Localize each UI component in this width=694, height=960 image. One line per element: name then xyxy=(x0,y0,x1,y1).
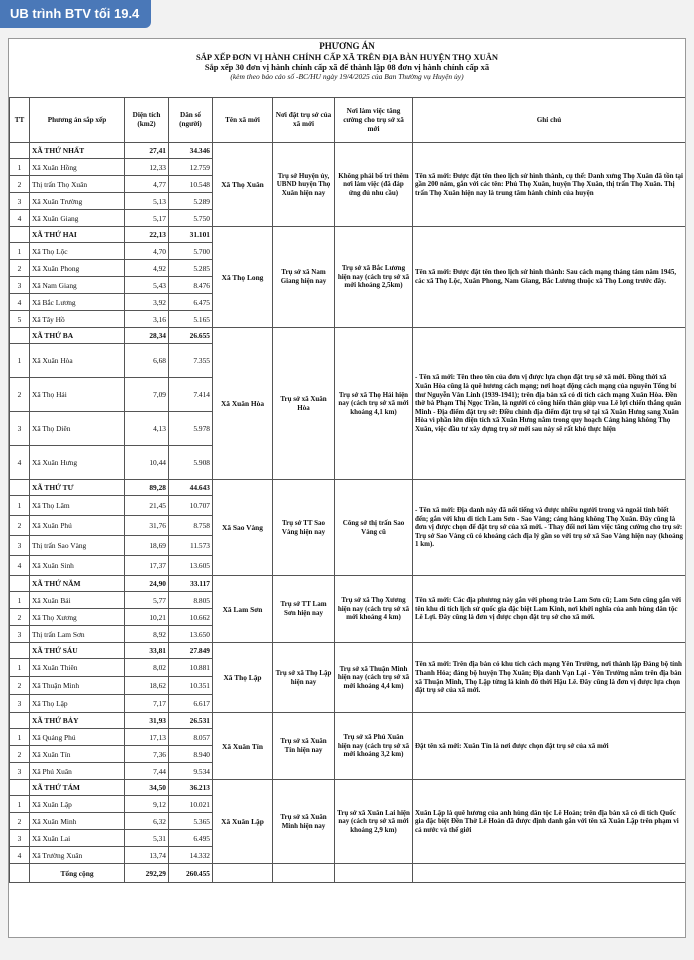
group-pop: 36.213 xyxy=(169,780,213,796)
row-unit-name: Xã Bắc Lương xyxy=(30,294,125,311)
new-commune-name: Xã Thọ Lập xyxy=(213,643,273,713)
group-tt xyxy=(10,143,30,159)
row-area: 7,44 xyxy=(125,763,169,780)
row-pop: 10.707 xyxy=(169,496,213,516)
new-commune-name: Xã Xuân Tín xyxy=(213,713,273,780)
new-commune-name: Xã Lam Sơn xyxy=(213,576,273,643)
row-tt: 1 xyxy=(10,344,30,378)
row-unit-name: Xã Thuận Minh xyxy=(30,677,125,695)
group-tt xyxy=(10,780,30,796)
doc-note: (kèm theo báo cáo số -BC/HU ngày 19/4/2025 của Ban Thường vụ Huyện ủy) xyxy=(230,72,464,81)
seat-location: Trụ sở TT Sao Vàng hiện nay xyxy=(273,480,335,576)
row-pop: 8.057 xyxy=(169,729,213,746)
row-area: 12,33 xyxy=(125,159,169,176)
row-pop: 5.908 xyxy=(169,446,213,480)
row-area: 4,77 xyxy=(125,176,169,193)
seat-location: Trụ sở TT Lam Sơn hiện nay xyxy=(273,576,335,643)
row-tt: 3 xyxy=(10,412,30,446)
row-unit-name: Xã Thọ Lập xyxy=(30,695,125,713)
row-tt: 2 xyxy=(10,516,30,536)
group-row xyxy=(10,328,686,344)
row-pop: 12.759 xyxy=(169,159,213,176)
note-cell: Tên xã mới: Trên địa bàn có khu tích cách mạng Yên Trường, nơi thành lập Đảng bộ tỉnh Thanh Hóa; đảng bộ huyện Thọ Xuân; Địa danh Vạn Lại - Yên Trường nằm trên địa bàn xã Thuận Minh, Thọ Lập từng là kinh đô thời Hậu Lê. Đây cũng là đơn vị được lựa chọn đặt trụ sở của xã mới. xyxy=(413,643,686,713)
total-area: 292,29 xyxy=(125,864,169,883)
row-tt: 3 xyxy=(10,626,30,643)
row-unit-name: Xã Thọ Lộc xyxy=(30,243,125,260)
row-unit-name: Xã Xuân Lập xyxy=(30,796,125,813)
group-tt xyxy=(10,576,30,592)
row-tt: 3 xyxy=(10,193,30,210)
row-pop: 13.650 xyxy=(169,626,213,643)
row-tt: 1 xyxy=(10,796,30,813)
row-tt: 1 xyxy=(10,592,30,609)
row-unit-name: Xã Xuân Giang xyxy=(30,210,125,227)
row-unit-name: Xã Xuân Phú xyxy=(30,516,125,536)
row-pop: 7.414 xyxy=(169,378,213,412)
row-tt: 4 xyxy=(10,294,30,311)
row-unit-name: Xã Xuân Phong xyxy=(30,260,125,277)
row-area: 13,74 xyxy=(125,847,169,864)
group-row xyxy=(10,480,686,496)
total-empty-cell xyxy=(213,864,273,883)
seat-location: Trụ sở xã Xuân Minh hiện nay xyxy=(273,780,335,864)
group-row xyxy=(10,576,686,592)
note-cell: - Tên xã mới: Địa danh này đã nổi tiếng và được nhiều người trong và ngoài tỉnh biết đến; gắn với khu di tích Lam Sơn - Sao Vàng; cảng hàng không Thọ Xuân. Đây cũng là đơn vị được chọn để đặt trụ sở của xã mới. - Thay đổi nơi làm việc tăng cường cho trụ sở: Trụ sở Sao Vàng cũ có khoảng cách địa lý gần so với trụ sở xã Sao Vàng hiện nay (khoảng 1 km). xyxy=(413,480,686,576)
group-row xyxy=(10,713,686,729)
row-tt: 3 xyxy=(10,695,30,713)
row-area: 3,92 xyxy=(125,294,169,311)
row-area: 4,92 xyxy=(125,260,169,277)
row-unit-name: Xã Xuân Bái xyxy=(30,592,125,609)
group-name: XÃ THỨ BẢY xyxy=(30,713,125,729)
document-page xyxy=(8,38,686,938)
group-pop: 34.346 xyxy=(169,143,213,159)
row-unit-name: Xã Tây Hồ xyxy=(30,311,125,328)
col-header: Tên xã mới xyxy=(213,98,273,143)
row-tt: 2 xyxy=(10,378,30,412)
group-pop: 33.117 xyxy=(169,576,213,592)
group-pop: 26.655 xyxy=(169,328,213,344)
group-name: XÃ THỨ HAI xyxy=(30,227,125,243)
extra-workplace: Trụ sở xã Xuân Lai hiện nay (cách trụ sở xã mới khoảng 2,9 km) xyxy=(335,780,413,864)
row-pop: 5.165 xyxy=(169,311,213,328)
row-area: 17,37 xyxy=(125,556,169,576)
group-row xyxy=(10,780,686,796)
row-tt: 1 xyxy=(10,243,30,260)
total-empty-cell xyxy=(413,864,686,883)
group-area: 22,13 xyxy=(125,227,169,243)
row-tt: 2 xyxy=(10,746,30,763)
group-pop: 27.849 xyxy=(169,643,213,659)
note-cell: Tên xã mới: Được đặt tên theo lịch sử hình thành, cụ thể: Danh xưng Thọ Xuân đã tồn tại gần 200 năm, gắn với các tên: Phủ Thọ Xuân, huyện Thọ Xuân, thị trấn Thọ Xuân. Thị trấn Thọ Xuân hiện nay là trung tâm hành chính của huyện xyxy=(413,143,686,227)
row-unit-name: Xã Xuân Tín xyxy=(30,746,125,763)
table-body xyxy=(10,143,686,883)
group-area: 33,81 xyxy=(125,643,169,659)
row-tt: 4 xyxy=(10,847,30,864)
row-unit-name: Xã Xuân Trường xyxy=(30,193,125,210)
row-tt: 3 xyxy=(10,277,30,294)
row-pop: 5.365 xyxy=(169,813,213,830)
row-tt: 3 xyxy=(10,763,30,780)
row-unit-name: Xã Nam Giang xyxy=(30,277,125,294)
group-name: XÃ THỨ NĂM xyxy=(30,576,125,592)
extra-workplace: Trụ sở xã Phú Xuân hiện nay (cách trụ sở xã mới khoảng 3,2 km) xyxy=(335,713,413,780)
group-row xyxy=(10,643,686,659)
row-area: 8,02 xyxy=(125,659,169,677)
extra-workplace: Không phải bố trí thêm nơi làm việc (đã đáp ứng đủ nhu cầu) xyxy=(335,143,413,227)
row-unit-name: Xã Thọ Xương xyxy=(30,609,125,626)
row-pop: 7.355 xyxy=(169,344,213,378)
row-tt: 3 xyxy=(10,536,30,556)
row-unit-name: Thị trấn Lam Sơn xyxy=(30,626,125,643)
row-unit-name: Xã Xuân Hưng xyxy=(30,446,125,480)
extra-workplace: Trụ sở xã Thọ Xương hiện nay (cách trụ sở xã mới khoảng 4 km) xyxy=(335,576,413,643)
row-area: 5,77 xyxy=(125,592,169,609)
seat-location: Trụ sở Huyện ủy, UBND huyện Thọ Xuân hiện nay xyxy=(273,143,335,227)
row-unit-name: Xã Xuân Hồng xyxy=(30,159,125,176)
row-area: 5,13 xyxy=(125,193,169,210)
col-header: Ghi chú xyxy=(413,98,686,143)
seat-location: Trụ sở xã Xuân Hòa xyxy=(273,328,335,480)
row-pop: 13.605 xyxy=(169,556,213,576)
row-area: 5,17 xyxy=(125,210,169,227)
row-area: 18,69 xyxy=(125,536,169,556)
group-area: 34,50 xyxy=(125,780,169,796)
row-tt: 2 xyxy=(10,260,30,277)
group-tt xyxy=(10,227,30,243)
group-area: 24,90 xyxy=(125,576,169,592)
group-name: XÃ THỨ NHẤT xyxy=(30,143,125,159)
row-pop: 10.021 xyxy=(169,796,213,813)
row-pop: 6.475 xyxy=(169,294,213,311)
extra-workplace: Trụ sở xã Thọ Hải hiện nay (cách trụ sở xã mới khoảng 4,1 km) xyxy=(335,328,413,480)
new-commune-name: Xã Sao Vàng xyxy=(213,480,273,576)
caption-tag: UB trình BTV tối 19.4 xyxy=(0,0,151,28)
row-unit-name: Xã Xuân Minh xyxy=(30,813,125,830)
group-tt xyxy=(10,328,30,344)
new-commune-name: Xã Thọ Xuân xyxy=(213,143,273,227)
row-pop: 14.332 xyxy=(169,847,213,864)
total-pop: 260.455 xyxy=(169,864,213,883)
row-pop: 6.617 xyxy=(169,695,213,713)
group-area: 27,41 xyxy=(125,143,169,159)
group-pop: 44.643 xyxy=(169,480,213,496)
row-tt: 4 xyxy=(10,446,30,480)
note-cell: Xuân Lập là quê hương của anh hùng dân tộc Lê Hoàn; trên địa bàn xã có di tích Quốc gia đặc biệt Đền Thờ Lê Hoàn đã được định danh gắn với tên xã Xuân Lập trên phạm vi cả nước và thế giới xyxy=(413,780,686,864)
group-pop: 31.101 xyxy=(169,227,213,243)
doc-title: PHƯƠNG ÁN xyxy=(319,41,375,51)
extra-workplace: Công sở thị trấn Sao Vàng cũ xyxy=(335,480,413,576)
row-tt: 2 xyxy=(10,609,30,626)
col-header: Diện tích (km2) xyxy=(125,98,169,143)
group-name: XÃ THỨ TÁM xyxy=(30,780,125,796)
document-header xyxy=(9,39,685,97)
row-tt: 1 xyxy=(10,659,30,677)
col-header: Nơi đặt trụ sở của xã mới xyxy=(273,98,335,143)
table-header-row xyxy=(10,98,686,143)
row-area: 7,17 xyxy=(125,695,169,713)
row-unit-name: Xã Thọ Lâm xyxy=(30,496,125,516)
row-tt: 4 xyxy=(10,556,30,576)
group-name: XÃ THỨ BA xyxy=(30,328,125,344)
row-pop: 10.351 xyxy=(169,677,213,695)
row-pop: 8.805 xyxy=(169,592,213,609)
col-header: TT xyxy=(10,98,30,143)
new-commune-name: Xã Xuân Hòa xyxy=(213,328,273,480)
row-unit-name: Thị trấn Thọ Xuân xyxy=(30,176,125,193)
new-commune-name: Xã Thọ Long xyxy=(213,227,273,328)
plan-table xyxy=(9,97,686,883)
row-area: 31,76 xyxy=(125,516,169,536)
seat-location: Trụ sở xã Thọ Lập hiện nay xyxy=(273,643,335,713)
row-tt: 2 xyxy=(10,176,30,193)
group-tt xyxy=(10,480,30,496)
row-area: 7,09 xyxy=(125,378,169,412)
row-area: 9,12 xyxy=(125,796,169,813)
doc-line2: Sắp xếp 30 đơn vị hành chính cấp xã để thành lập 08 đơn vị hành chính cấp xã xyxy=(204,62,490,72)
row-unit-name: Xã Xuân Lai xyxy=(30,830,125,847)
row-unit-name: Xã Quảng Phú xyxy=(30,729,125,746)
group-area: 28,34 xyxy=(125,328,169,344)
row-area: 18,62 xyxy=(125,677,169,695)
row-area: 8,92 xyxy=(125,626,169,643)
row-area: 4,13 xyxy=(125,412,169,446)
row-pop: 5.289 xyxy=(169,193,213,210)
row-area: 3,16 xyxy=(125,311,169,328)
row-pop: 11.573 xyxy=(169,536,213,556)
row-unit-name: Xã Xuân Hòa xyxy=(30,344,125,378)
row-tt: 2 xyxy=(10,677,30,695)
group-area: 89,28 xyxy=(125,480,169,496)
new-commune-name: Xã Xuân Lập xyxy=(213,780,273,864)
total-label: Tổng cộng xyxy=(30,864,125,883)
seat-location: Trụ sở xã Xuân Tín hiện nay xyxy=(273,713,335,780)
row-unit-name: Thị trấn Sao Vàng xyxy=(30,536,125,556)
row-tt: 4 xyxy=(10,210,30,227)
row-pop: 8.476 xyxy=(169,277,213,294)
row-tt: 1 xyxy=(10,159,30,176)
group-name: XÃ THỨ SÁU xyxy=(30,643,125,659)
row-area: 5,43 xyxy=(125,277,169,294)
group-area: 31,93 xyxy=(125,713,169,729)
row-area: 4,70 xyxy=(125,243,169,260)
note-cell: Tên xã mới: Các địa phương này gắn với phong trào Lam Sơn cũ; Lam Sơn cũng gắn với tên khu di tích lịch sử quốc gia đặc biệt Lam Kinh, nơi khởi nghĩa của anh hùng dân tộc Lê Lợi. Đây cũng là đơn vị được chọn đặt trụ sở cho xã mới. xyxy=(413,576,686,643)
row-pop: 5.750 xyxy=(169,210,213,227)
group-pop: 26.531 xyxy=(169,713,213,729)
row-pop: 5.700 xyxy=(169,243,213,260)
row-pop: 5.978 xyxy=(169,412,213,446)
row-pop: 5.285 xyxy=(169,260,213,277)
row-tt: 1 xyxy=(10,729,30,746)
row-pop: 8.940 xyxy=(169,746,213,763)
row-pop: 6.495 xyxy=(169,830,213,847)
group-name: XÃ THỨ TƯ xyxy=(30,480,125,496)
row-area: 10,44 xyxy=(125,446,169,480)
note-cell: - Tên xã mới: Tên theo tên của đơn vị được lựa chọn đặt trụ sở xã mới. Đồng thời xã Xuân Hòa cũng là quê hương cách mạng; nơi hoạt động cách mạng của nguyên Tổng bí thư Nguyễn Văn Linh (1939-1941); trên địa bàn xã có di tích cách mạng Xuân Hòa. Đền thờ bà Phạm Thị Ngọc Trần, là người có công hiến thân giúp vua Lê lợi chiến thắng quân Minh - Địa điểm đặt trụ sở: Điều chỉnh địa điểm đặt trụ sở tại xã Xuân Hưng sang Xuân Hòa vì phần lớn diện tích xã Xuân Hưng nằm trong quy hoạch Cảng hàng không Thọ Xuân, việc đầu tư xây dựng trụ sở mới sau này sẽ rất khó thực hiện xyxy=(413,328,686,480)
row-pop: 9.534 xyxy=(169,763,213,780)
group-tt xyxy=(10,643,30,659)
group-row xyxy=(10,227,686,243)
row-pop: 10.548 xyxy=(169,176,213,193)
extra-workplace: Trụ sở xã Thuận Minh hiện nay (cách trụ sở xã mới khoảng 4,4 km) xyxy=(335,643,413,713)
seat-location: Trụ sở xã Nam Giang hiện nay xyxy=(273,227,335,328)
row-tt: 2 xyxy=(10,813,30,830)
row-pop: 10.881 xyxy=(169,659,213,677)
total-empty-cell xyxy=(273,864,335,883)
row-unit-name: Xã Thọ Hải xyxy=(30,378,125,412)
row-area: 17,13 xyxy=(125,729,169,746)
col-header: Dân số (người) xyxy=(169,98,213,143)
row-tt: 3 xyxy=(10,830,30,847)
note-cell: Tên xã mới: Được đặt tên theo lịch sử hình thành: Sau cách mạng tháng tám năm 1945, các xã Thọ Lộc, Xuân Phong, Nam Giang, Bắc Lương thuộc xã Thọ Long trước đây. xyxy=(413,227,686,328)
col-header: Phương án sắp xếp xyxy=(30,98,125,143)
total-empty-cell xyxy=(335,864,413,883)
col-header: Nơi làm việc tăng cường cho trụ sở xã mới xyxy=(335,98,413,143)
row-tt: 1 xyxy=(10,496,30,516)
group-row xyxy=(10,143,686,159)
row-pop: 10.662 xyxy=(169,609,213,626)
extra-workplace: Trụ sở xã Bắc Lương hiện nay (cách trụ sở xã mới khoảng 2,5km) xyxy=(335,227,413,328)
row-pop: 8.758 xyxy=(169,516,213,536)
row-area: 6,68 xyxy=(125,344,169,378)
doc-subtitle: SẮP XẾP ĐƠN VỊ HÀNH CHÍNH CẤP XÃ TRÊN ĐỊA BÀN HUYỆN THỌ XUÂN xyxy=(195,52,499,62)
row-area: 5,31 xyxy=(125,830,169,847)
group-tt xyxy=(10,713,30,729)
row-area: 7,36 xyxy=(125,746,169,763)
row-area: 21,45 xyxy=(125,496,169,516)
row-unit-name: Xã Xuân Thiên xyxy=(30,659,125,677)
row-area: 10,21 xyxy=(125,609,169,626)
row-unit-name: Xã Phú Xuân xyxy=(30,763,125,780)
total-row xyxy=(10,864,686,883)
row-unit-name: Xã Trường Xuân xyxy=(30,847,125,864)
row-tt: 5 xyxy=(10,311,30,328)
row-unit-name: Xã Thọ Diên xyxy=(30,412,125,446)
row-unit-name: Xã Xuân Sinh xyxy=(30,556,125,576)
note-cell: Đặt tên xã mới: Xuân Tín là nơi được chọn đặt trụ sở của xã mới xyxy=(413,713,686,780)
total-tt xyxy=(10,864,30,883)
row-area: 6,32 xyxy=(125,813,169,830)
